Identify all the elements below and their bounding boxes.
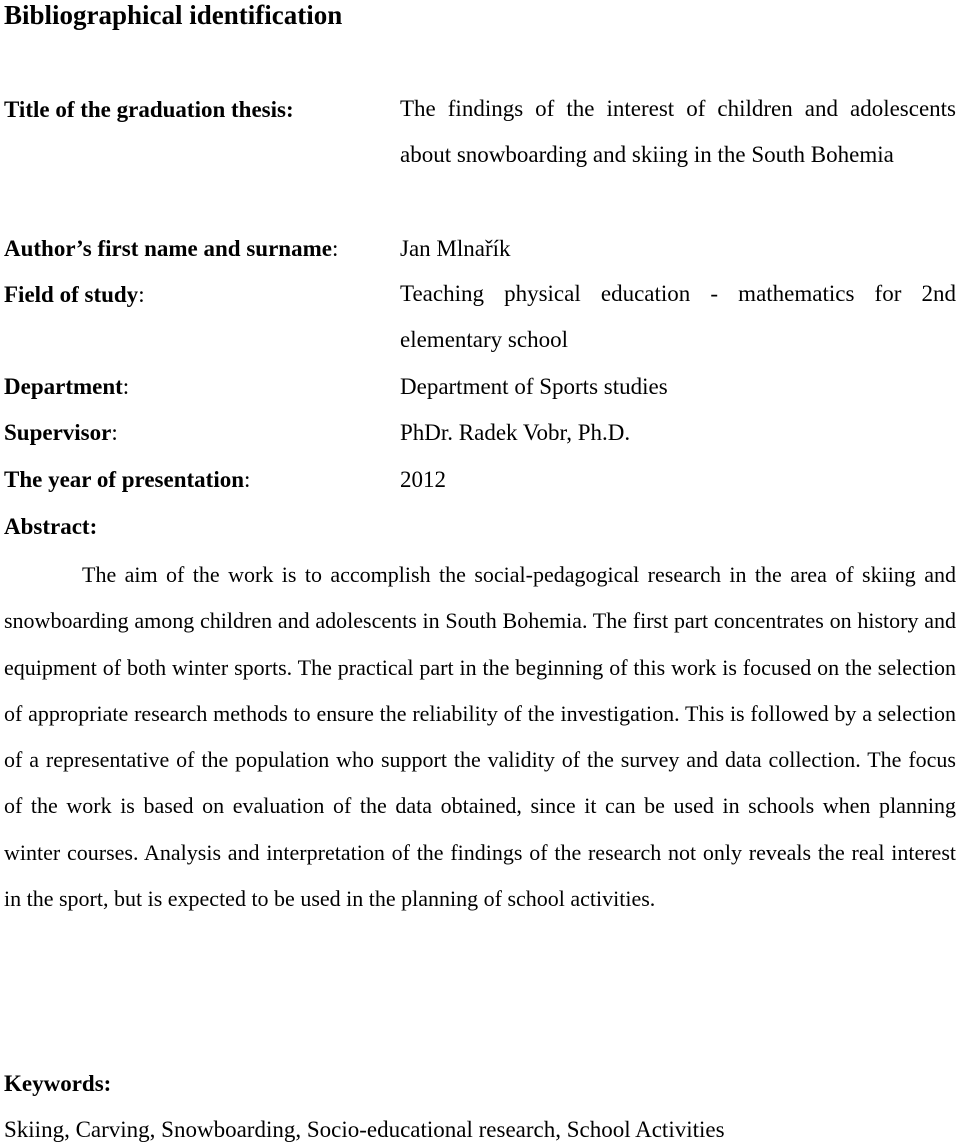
year-label: The year of presentation: [4, 467, 244, 492]
department-label-row: [4, 375, 129, 398]
field-colon: :: [138, 282, 145, 307]
author-label: Author’s first name and surname: [4, 236, 332, 261]
thesis-title-label: Title of the graduation thesis:: [4, 97, 294, 122]
supervisor-colon: :: [111, 420, 118, 445]
field-of-study-label: Field of study: [4, 282, 139, 307]
department-value: Department of Sports studies: [400, 374, 668, 399]
department-label: Department: [4, 374, 123, 399]
author-colon: :: [331, 236, 339, 261]
keywords-label: Keywords:: [4, 1071, 112, 1096]
page-title: Bibliographical identification: [4, 0, 343, 30]
supervisor-label: Supervisor: [4, 420, 112, 445]
supervisor-value: PhDr. Radek Vobr, Ph.D.: [400, 420, 631, 445]
author-label-row: [4, 237, 338, 260]
field-of-study-value: Teaching physical education - mathematics for 2nd elementary school: [400, 281, 956, 352]
supervisor-label-row: [4, 421, 118, 444]
abstract-text: The aim of the work is to accomplish the social-pedagogical research in the area of skiing and snowboarding among children and adolescents in South Bohemia. The first part concentrates on history and equipment of both winter sports. The practical part in the beginning of this work is focused on the selection of appropriate research methods to ensure the reliability of the investigation. This is followed by a selection of a representative of the population who support the validity of the survey and data collection. The focus of the work is based on evaluation of the data obtained, since it can be used in schools when planning winter courses. Analysis and interpretation of the findings of the research not only reveals the real interest in the sport, but is expected to be used in the planning of school activities.: [4, 562, 956, 912]
year-colon: :: [244, 467, 251, 492]
field-label-row: [4, 283, 145, 306]
thesis-title-value: The findings of the interest of children and adolescents about snowboarding and skiing in the South Bohemia: [400, 96, 956, 167]
keywords-value: Skiing, Carving, Snowboarding, Socio-educational research, School Activities: [4, 1117, 725, 1142]
year-label-row: [4, 468, 250, 491]
author-value: Jan Mlnařík: [400, 236, 511, 261]
abstract-label: Abstract:: [4, 514, 98, 539]
year-value: 2012: [400, 467, 446, 492]
department-colon: :: [122, 374, 130, 399]
